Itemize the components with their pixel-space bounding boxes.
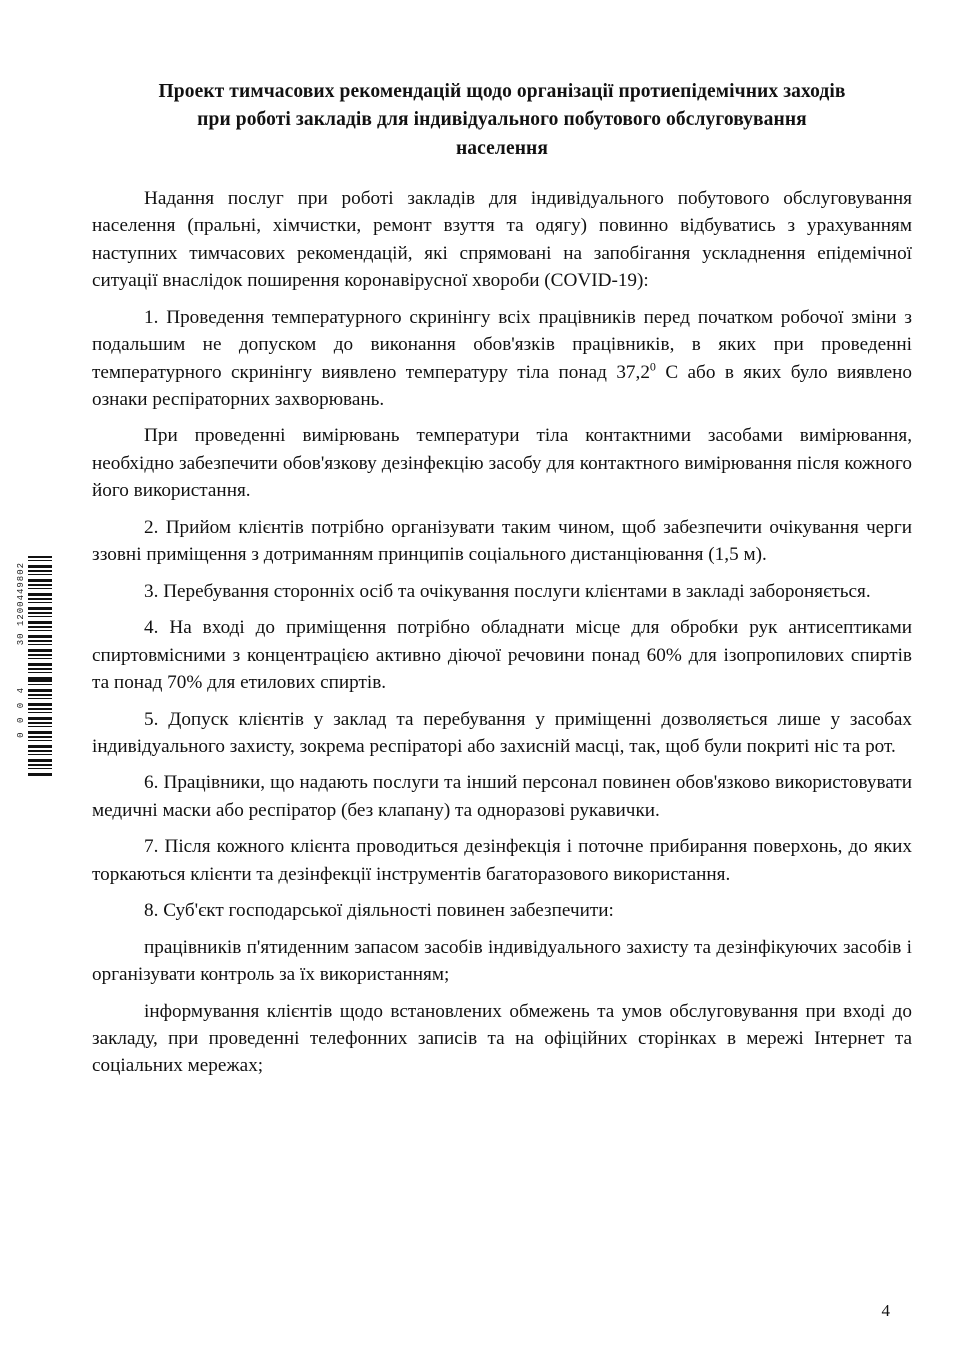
paragraph-item-8-sub-1: працівників п'ятиденним запасом засобів індивідуального захисту та дезінфікуючих засобів і організувати контроль за їх використанням; — [92, 936, 912, 986]
page-title — [92, 78, 912, 163]
paragraph-item-7: 7. Після кожного клієнта проводиться дезінфекція і поточне прибирання поверхонь, до яких торкаються клієнти та дезінфекції інструментів багаторазового використання. — [92, 836, 912, 885]
title-line-2: при роботі закладів для індивідуального побутового обслуговування — [197, 109, 807, 131]
barcode-stamp — [18, 556, 52, 776]
paragraph-item-8: 8. Суб'єкт господарської діяльності повинен забезпечити: — [144, 900, 614, 922]
paragraph-item-8-sub-2: інформування клієнтів щодо встановлених обмежень та умов обслуговування при вході до закладу, при проведенні телефонних записів та на офіційних сторінках в мережі Інтернет та соціальних мережах; — [92, 1000, 912, 1077]
title-line-1: Проект тимчасових рекомендацій щодо організації протиепідемічних заходів — [158, 81, 846, 102]
paragraph-item-1-tail: С або в яких було виявлено ознаки респіраторних захворювань. — [92, 361, 912, 410]
paragraph-item-1-text: 1. Проведення температурного скринінгу всіх працівників перед початком робочої зміни з подальшим не допуском до виконання обов'язків працівників, в яких при проведенні температурного скринінгу виявлено температуру тіла понад 37,2 — [92, 306, 912, 383]
page-number: 4 — [881, 1301, 890, 1320]
degree-superscript: 0 — [649, 359, 656, 374]
paragraph-item-6: 6. Працівники, що надають послуги та інший персонал повинен обов'язково використовувати медичні маски або респіратор (без клапану) та одноразові рукавички. — [92, 772, 912, 821]
document-body — [92, 78, 912, 1080]
paragraph-item-1 — [92, 304, 912, 414]
paragraph-item-3: 3. Перебування сторонніх осіб та очікування послуги клієнтами в закладі забороняється. — [144, 580, 871, 602]
paragraph-item-5: 5. Допуск клієнтів у заклад та перебування у приміщенні дозволяється лише у засобах індивідуального захисту, зокрема респіраторі або захисній масці, так, щоб були покриті ніс та рот. — [92, 708, 912, 757]
barcode-number-bottom: 0 0 0 4 — [16, 686, 26, 738]
title-line-3: населення — [455, 137, 549, 159]
paragraph-item-2: 2. Прийом клієнтів потрібно організувати таким чином, щоб забезпечити очікування черги ззовні приміщення з дотриманням принципів соціального дистанціювання (1,5 м). — [92, 516, 912, 566]
paragraph-item-4: 4. На вході до приміщення потрібно обладнати місце для обробки рук антисептиками спиртовмісними з концентрацією активно діючої речовини понад 60% для ізопропилових спиртів та понад 70% для етилових спиртів. — [92, 617, 912, 694]
barcode-bars-lower — [28, 680, 52, 776]
paragraph-intro: Надання послуг при роботі закладів для індивідуального побутового обслуговування населення (пральні, хімчистки, ремонт взуття та одягу) повинно відбуватись з урахуванням наступних тимчасових рекомендацій, які спрямовані на запобігання ускладнення епідемічної ситуації внаслідок поширення коронавірусної хвороби (COVID-19): — [92, 187, 912, 292]
barcode-number-top: 30 1200449802 — [16, 562, 26, 646]
paragraph-measurement-note: При проведенні вимірювань температури тіла контактними засобами вимірювання, необхідно забезпечити обов'язкову дезінфекцію засобу для контактного вимірювання після кожного його використання. — [92, 425, 912, 502]
